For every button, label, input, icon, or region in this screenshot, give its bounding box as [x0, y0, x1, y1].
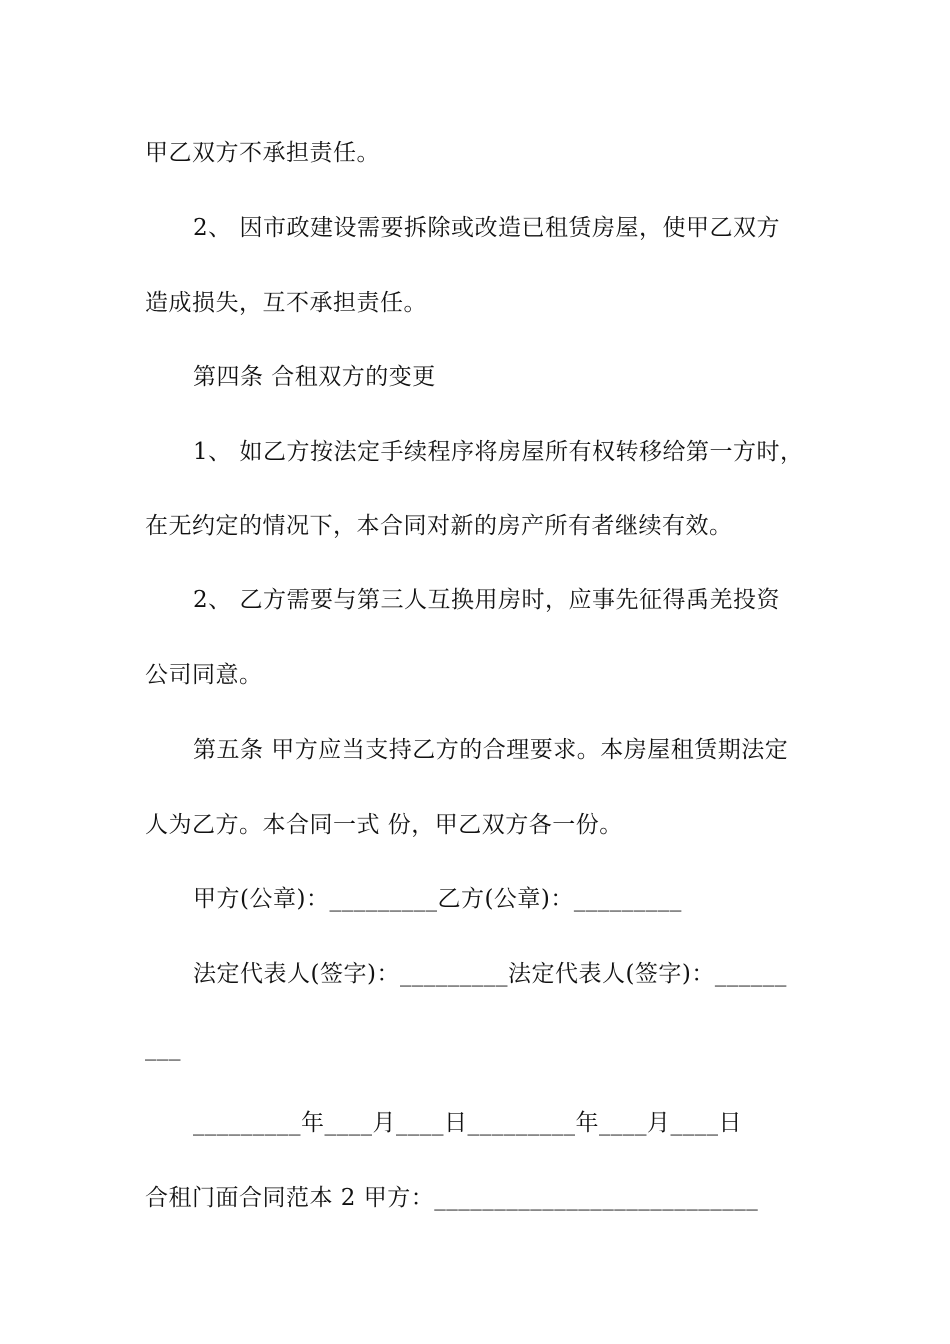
paragraph-line: 造成损失，互不承担责任。 — [145, 290, 427, 316]
signature-line-continued: ___ — [145, 1035, 181, 1061]
paragraph-line: 公司同意。 — [145, 662, 263, 688]
paragraph-line: 在无约定的情况下，本合同对新的房产所有者继续有效。 — [145, 513, 733, 539]
contract-sample-2-header: 合租门面合同范本 2 甲方：___________________________ — [145, 1185, 759, 1211]
paragraph-line: 人为乙方。本合同一式 份，甲乙双方各一份。 — [145, 812, 623, 838]
article-4-heading: 第四条 合租双方的变更 — [193, 364, 436, 390]
clause-2-line: 2、 乙方需要与第三人互换用房时，应事先征得禹羌投资 — [193, 587, 780, 613]
clause-1-line: 1、 如乙方按法定手续程序将房屋所有权转移给第一方时， — [193, 439, 804, 465]
clause-2-line: 2、 因市政建设需要拆除或改造已租赁房屋，使甲乙双方 — [193, 215, 780, 241]
date-line: _________年____月____日_________年____月____日 — [193, 1110, 742, 1136]
paragraph-line: 甲乙双方不承担责任。 — [145, 140, 380, 166]
article-5-line: 第五条 甲方应当支持乙方的合理要求。本房屋租赁期法定 — [193, 737, 789, 763]
seal-line: 甲方(公章)：_________乙方(公章)：_________ — [193, 886, 682, 912]
signature-line: 法定代表人(签字)：_________法定代表人(签字)：______ — [193, 961, 787, 987]
